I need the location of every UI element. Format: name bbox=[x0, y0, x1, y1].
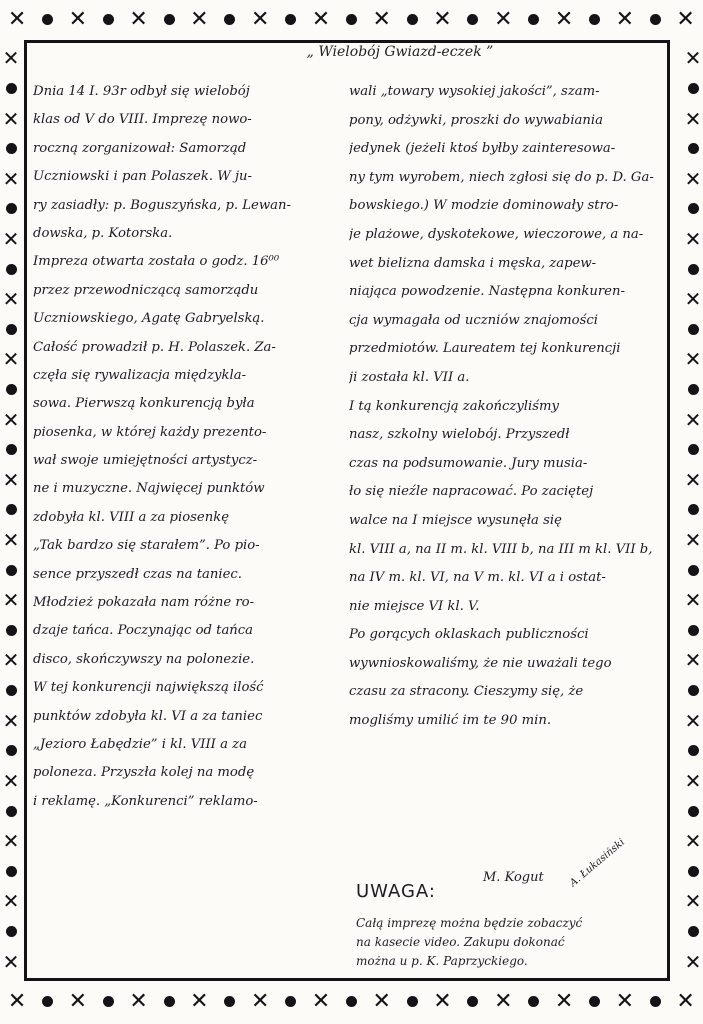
text-line: poloneza. Przyszła kolej na modę bbox=[33, 765, 255, 781]
dot-icon bbox=[467, 996, 478, 1007]
dot-icon bbox=[688, 866, 699, 877]
x-mark-icon: ✕ bbox=[190, 6, 209, 32]
text-line: I tą konkurencją zakończyliśmy bbox=[349, 398, 559, 414]
x-mark-icon: ✕ bbox=[372, 6, 391, 32]
left-text-column bbox=[33, 78, 328, 816]
dot-icon bbox=[285, 14, 296, 25]
second-signature: A. Łukasiński bbox=[567, 836, 628, 889]
dot-icon bbox=[650, 14, 661, 25]
text-line: dzaje tańca. Poczynając od tańca bbox=[33, 623, 254, 639]
dot-icon bbox=[103, 14, 114, 25]
dot-icon bbox=[346, 996, 357, 1007]
dot-icon bbox=[6, 565, 17, 576]
x-mark-icon: ✕ bbox=[554, 988, 574, 1014]
dot-icon bbox=[346, 14, 357, 25]
x-mark-icon: ✕ bbox=[311, 6, 331, 32]
text-line: ne i muzyczne. Najwięcej punktów bbox=[33, 481, 265, 497]
note-line: na kasecie video. Zakupu dokonać bbox=[356, 935, 565, 949]
x-mark-icon: ✕ bbox=[554, 6, 574, 32]
dot-icon bbox=[688, 143, 699, 154]
text-line: ji została kl. VII a. bbox=[349, 369, 470, 385]
dot-icon bbox=[589, 996, 600, 1007]
text-line: Całość prowadził p. H. Polaszek. Za- bbox=[33, 339, 276, 355]
text-line: Uczniowskiego, Agatę Gabryelską. bbox=[33, 311, 265, 327]
x-mark-icon: ✕ bbox=[7, 6, 27, 32]
text-line: częła się rywalizacja międzykla- bbox=[33, 367, 247, 383]
text-line: roczną zorganizował: Samorząd bbox=[33, 140, 247, 156]
dot-icon bbox=[688, 504, 699, 515]
x-mark-icon: ✕ bbox=[2, 46, 20, 71]
text-line: sowa. Pierwszą konkurencją była bbox=[33, 396, 255, 412]
x-mark-icon: ✕ bbox=[2, 768, 20, 793]
top-border-pattern bbox=[0, 4, 703, 34]
dot-icon bbox=[164, 996, 175, 1007]
dot-icon bbox=[528, 996, 539, 1007]
x-mark-icon: ✕ bbox=[433, 988, 452, 1014]
author-signature: M. Kogut bbox=[483, 870, 544, 885]
x-mark-icon: ✕ bbox=[684, 347, 702, 372]
dot-icon bbox=[6, 866, 17, 877]
text-line: mogliśmy umilić im te 90 min. bbox=[349, 713, 552, 729]
text-line: przez przewodniczącą samorządu bbox=[33, 282, 259, 298]
x-mark-icon: ✕ bbox=[615, 988, 635, 1014]
text-line: przedmiotów. Laureatem tej konkurencji bbox=[349, 341, 621, 357]
x-mark-icon: ✕ bbox=[68, 6, 88, 32]
text-line: wywnioskowaliśmy, że nie uważali tego bbox=[349, 655, 612, 671]
dot-icon bbox=[688, 83, 699, 94]
x-mark-icon: ✕ bbox=[129, 6, 148, 32]
text-line: walce na I miejsce wysunęła się bbox=[349, 512, 562, 528]
dot-icon bbox=[589, 14, 600, 25]
note-title: UWAGA: bbox=[356, 881, 436, 902]
text-line: ny tym wyrobem, niech zgłosi się do p. D. Ga- bbox=[349, 169, 654, 185]
dot-icon bbox=[164, 14, 175, 25]
dot-icon bbox=[103, 996, 114, 1007]
x-mark-icon: ✕ bbox=[7, 988, 27, 1014]
text-line: wet bielizna damska i męska, zapew- bbox=[349, 255, 597, 271]
dot-icon bbox=[6, 685, 17, 696]
x-mark-icon: ✕ bbox=[684, 106, 702, 131]
x-mark-icon: ✕ bbox=[2, 106, 20, 131]
x-mark-icon: ✕ bbox=[250, 988, 270, 1014]
x-mark-icon: ✕ bbox=[676, 988, 695, 1014]
text-line: i reklamę. „Konkurenci” reklamo- bbox=[33, 793, 258, 809]
x-mark-icon: ✕ bbox=[684, 407, 702, 432]
dot-icon bbox=[528, 14, 539, 25]
dot-icon bbox=[42, 996, 53, 1007]
dot-icon bbox=[6, 203, 17, 214]
dot-icon bbox=[6, 83, 17, 94]
bottom-border-pattern bbox=[0, 986, 703, 1016]
text-line: punktów zdobyła kl. VI a za taniec bbox=[33, 708, 263, 724]
dot-icon bbox=[6, 324, 17, 335]
text-line: bowskiego.) W modzie dominowały stro- bbox=[349, 198, 619, 214]
dot-icon bbox=[688, 203, 699, 214]
text-line: klas od V do VIII. Imprezę nowo- bbox=[33, 112, 252, 128]
left-border-pattern bbox=[0, 40, 22, 980]
text-line: Po gorących oklaskach publiczności bbox=[349, 627, 589, 643]
dot-icon bbox=[6, 444, 17, 455]
x-mark-icon: ✕ bbox=[2, 708, 20, 733]
x-mark-icon: ✕ bbox=[2, 588, 20, 613]
dot-icon bbox=[6, 504, 17, 515]
x-mark-icon: ✕ bbox=[129, 988, 148, 1014]
text-line: Uczniowski i pan Polaszek. W ju- bbox=[33, 169, 252, 185]
text-line: czasu za stracony. Cieszymy się, że bbox=[349, 684, 584, 700]
x-mark-icon: ✕ bbox=[2, 829, 20, 854]
dot-icon bbox=[688, 806, 699, 817]
text-line: ry zasiadły: p. Boguszyńska, p. Lewan- bbox=[33, 197, 291, 213]
text-line: „Tak bardzo się starałem”. Po pio- bbox=[33, 538, 260, 554]
x-mark-icon: ✕ bbox=[684, 226, 702, 251]
text-line: disco, skończywszy na polonezie. bbox=[33, 651, 255, 667]
x-mark-icon: ✕ bbox=[2, 528, 20, 553]
text-line: Dnia 14 I. 93r odbył się wielobój bbox=[33, 84, 250, 99]
dot-icon bbox=[688, 926, 699, 937]
dot-icon bbox=[6, 264, 17, 275]
x-mark-icon: ✕ bbox=[2, 226, 20, 251]
text-line: wali „towary wysokiej jakości”, szam- bbox=[349, 84, 600, 99]
dot-icon bbox=[688, 324, 699, 335]
x-mark-icon: ✕ bbox=[684, 708, 702, 733]
x-mark-icon: ✕ bbox=[494, 6, 513, 32]
text-line: je plażowe, dyskotekowe, wieczorowe, a na- bbox=[349, 226, 644, 242]
dot-icon bbox=[688, 565, 699, 576]
text-line: Młodzież pokazała nam różne ro- bbox=[33, 595, 255, 611]
article-heading: „ Wielobój Gwiazd-eczek ” bbox=[306, 44, 494, 60]
text-line: dowska, p. Kotorska. bbox=[33, 225, 173, 241]
dot-icon bbox=[42, 14, 53, 25]
x-mark-icon: ✕ bbox=[372, 988, 391, 1014]
x-mark-icon: ✕ bbox=[615, 6, 635, 32]
x-mark-icon: ✕ bbox=[250, 6, 270, 32]
dot-icon bbox=[6, 384, 17, 395]
dot-icon bbox=[407, 996, 418, 1007]
x-mark-icon: ✕ bbox=[2, 407, 20, 432]
dot-icon bbox=[467, 14, 478, 25]
dot-icon bbox=[688, 685, 699, 696]
x-mark-icon: ✕ bbox=[684, 889, 702, 914]
text-line: pony, odżywki, proszki do wywabiania bbox=[349, 112, 603, 128]
text-line: sence przyszedł czas na taniec. bbox=[33, 566, 242, 582]
text-line: cja wymagała od uczniów znajomości bbox=[349, 312, 598, 328]
text-line: wał swoje umiejętności artystycz- bbox=[33, 453, 258, 469]
dot-icon bbox=[650, 996, 661, 1007]
text-line: Impreza otwarta została o godz. 16⁰⁰ bbox=[33, 254, 280, 270]
x-mark-icon: ✕ bbox=[2, 949, 20, 974]
dot-icon bbox=[6, 926, 17, 937]
x-mark-icon: ✕ bbox=[2, 166, 20, 191]
text-line: ło się nieźle napracować. Po zaciętej bbox=[349, 484, 594, 500]
dot-icon bbox=[688, 264, 699, 275]
dot-icon bbox=[407, 14, 418, 25]
dot-icon bbox=[688, 384, 699, 395]
right-text-column bbox=[349, 78, 659, 736]
text-line: jedynek (jeżeli ktoś byłby zainteresowa- bbox=[349, 141, 616, 157]
x-mark-icon: ✕ bbox=[68, 988, 88, 1014]
text-line: W tej konkurencji największą ilość bbox=[33, 680, 264, 696]
right-border-pattern bbox=[682, 40, 703, 980]
text-line: czas na podsumowanie. Jury musia- bbox=[349, 455, 588, 471]
x-mark-icon: ✕ bbox=[684, 588, 702, 613]
dot-icon bbox=[688, 745, 699, 756]
text-line: nasz, szkolny wielobój. Przyszedł bbox=[349, 427, 570, 443]
dot-icon bbox=[6, 806, 17, 817]
x-mark-icon: ✕ bbox=[684, 46, 702, 71]
dot-icon bbox=[6, 625, 17, 636]
dot-icon bbox=[688, 625, 699, 636]
x-mark-icon: ✕ bbox=[676, 6, 695, 32]
x-mark-icon: ✕ bbox=[2, 648, 20, 673]
x-mark-icon: ✕ bbox=[190, 988, 209, 1014]
dot-icon bbox=[6, 143, 17, 154]
dot-icon bbox=[285, 996, 296, 1007]
x-mark-icon: ✕ bbox=[2, 347, 20, 372]
x-mark-icon: ✕ bbox=[2, 889, 20, 914]
x-mark-icon: ✕ bbox=[684, 829, 702, 854]
x-mark-icon: ✕ bbox=[2, 287, 20, 312]
text-line: zdobyła kl. VIII a za piosenkę bbox=[33, 509, 230, 525]
note-text bbox=[356, 914, 676, 971]
note-line: Całą imprezę można będzie zobaczyć bbox=[356, 916, 583, 930]
x-mark-icon: ✕ bbox=[311, 988, 331, 1014]
x-mark-icon: ✕ bbox=[684, 287, 702, 312]
dot-icon bbox=[224, 14, 235, 25]
x-mark-icon: ✕ bbox=[684, 949, 702, 974]
x-mark-icon: ✕ bbox=[684, 467, 702, 492]
x-mark-icon: ✕ bbox=[684, 768, 702, 793]
dot-icon bbox=[224, 996, 235, 1007]
dot-icon bbox=[6, 745, 17, 756]
x-mark-icon: ✕ bbox=[684, 648, 702, 673]
text-line: na IV m. kl. VI, na V m. kl. VI a i ostat- bbox=[349, 570, 606, 586]
text-line: kl. VIII a, na II m. kl. VIII b, na III m kl. VII b, bbox=[349, 541, 653, 557]
x-mark-icon: ✕ bbox=[433, 6, 452, 32]
x-mark-icon: ✕ bbox=[684, 166, 702, 191]
text-line: niająca powodzenie. Następna konkuren- bbox=[349, 284, 625, 300]
dot-icon bbox=[688, 444, 699, 455]
text-line: nie miejsce VI kl. V. bbox=[349, 598, 480, 614]
x-mark-icon: ✕ bbox=[2, 467, 20, 492]
text-line: „Jezioro Łabędzie” i kl. VIII a za bbox=[33, 736, 247, 752]
text-line: piosenka, w której każdy prezento- bbox=[33, 424, 267, 440]
note-line: można u p. K. Paprzyckiego. bbox=[356, 954, 528, 968]
x-mark-icon: ✕ bbox=[494, 988, 513, 1014]
x-mark-icon: ✕ bbox=[684, 528, 702, 553]
